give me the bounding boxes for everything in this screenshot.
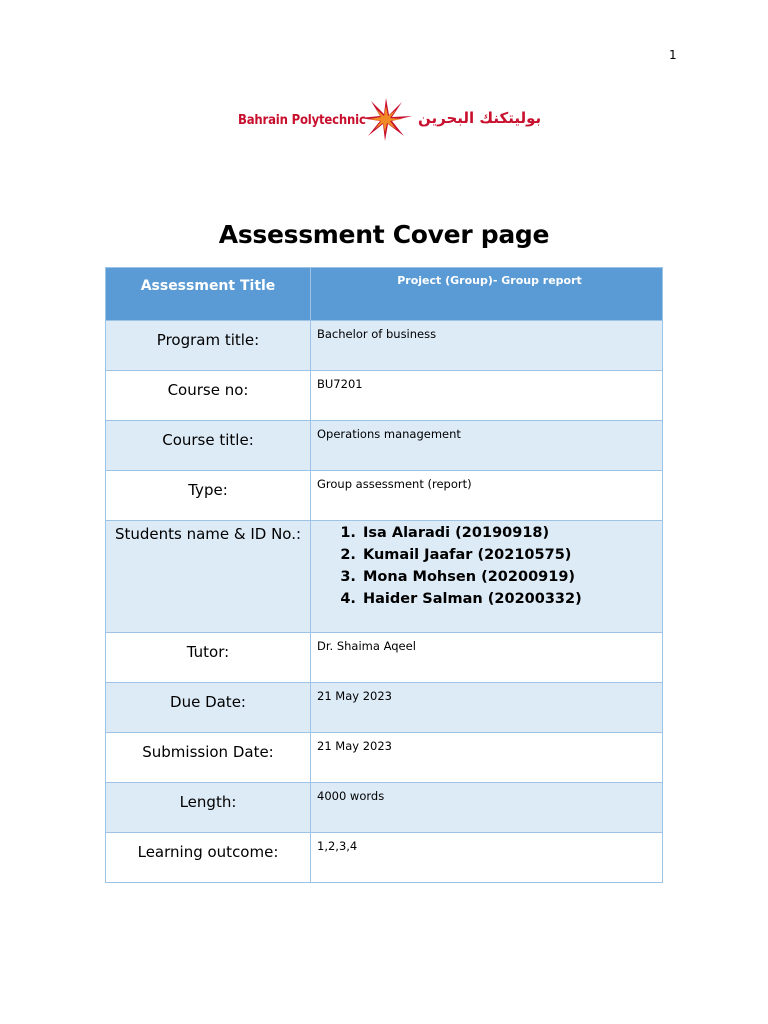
table-row	[106, 833, 663, 883]
course-title-value: Operations management	[311, 421, 663, 471]
table-row	[106, 783, 663, 833]
course-title-label: Course title:	[106, 421, 311, 471]
student-item: 4. Haider Salman (20200332)	[361, 588, 662, 610]
tutor-label: Tutor:	[106, 633, 311, 683]
page-title: Assessment Cover page	[218, 220, 550, 249]
bahrain-polytechnic-logo	[238, 96, 542, 142]
program-title-value: Bachelor of business	[311, 321, 663, 371]
tutor-value: Dr. Shaima Aqeel	[311, 633, 663, 683]
assessment-title-label: Assessment Title	[106, 268, 311, 321]
course-no-label: Course no:	[106, 371, 311, 421]
student-item: 1. Isa Alaradi (20190918)	[361, 522, 662, 544]
learning-outcome-label: Learning outcome:	[106, 833, 311, 883]
page-number: 1	[669, 48, 677, 62]
submission-date-value: 21 May 2023	[311, 733, 663, 783]
table-row	[106, 471, 663, 521]
table-header-row	[106, 268, 663, 321]
table-row	[106, 321, 663, 371]
due-date-label: Due Date:	[106, 683, 311, 733]
table-row	[106, 421, 663, 471]
table-row	[106, 733, 663, 783]
table-row	[106, 683, 663, 733]
length-value: 4000 words	[311, 783, 663, 833]
assessment-title-value: Project (Group)- Group report	[311, 268, 663, 321]
due-date-value: 21 May 2023	[311, 683, 663, 733]
table-row	[106, 371, 663, 421]
students-label: Students name & ID No.:	[106, 521, 311, 633]
students-row	[106, 521, 663, 633]
learning-outcome-value: 1,2,3,4	[311, 833, 663, 883]
length-label: Length:	[106, 783, 311, 833]
program-title-label: Program title:	[106, 321, 311, 371]
student-item: 2. Kumail Jaafar (20210575)	[361, 544, 662, 566]
students-cell	[311, 521, 663, 633]
logo-arabic-text: بوليتكنك البحرين	[418, 109, 542, 127]
assessment-cover-table	[105, 267, 663, 883]
type-value: Group assessment (report)	[311, 471, 663, 521]
student-item: 3. Mona Mohsen (20200919)	[361, 566, 662, 588]
students-list	[311, 522, 662, 610]
logo-english-text: Bahrain Polytechnic	[238, 113, 366, 128]
type-label: Type:	[106, 471, 311, 521]
star-burst-icon	[358, 96, 414, 142]
table-row	[106, 633, 663, 683]
course-no-value: BU7201	[311, 371, 663, 421]
submission-date-label: Submission Date:	[106, 733, 311, 783]
